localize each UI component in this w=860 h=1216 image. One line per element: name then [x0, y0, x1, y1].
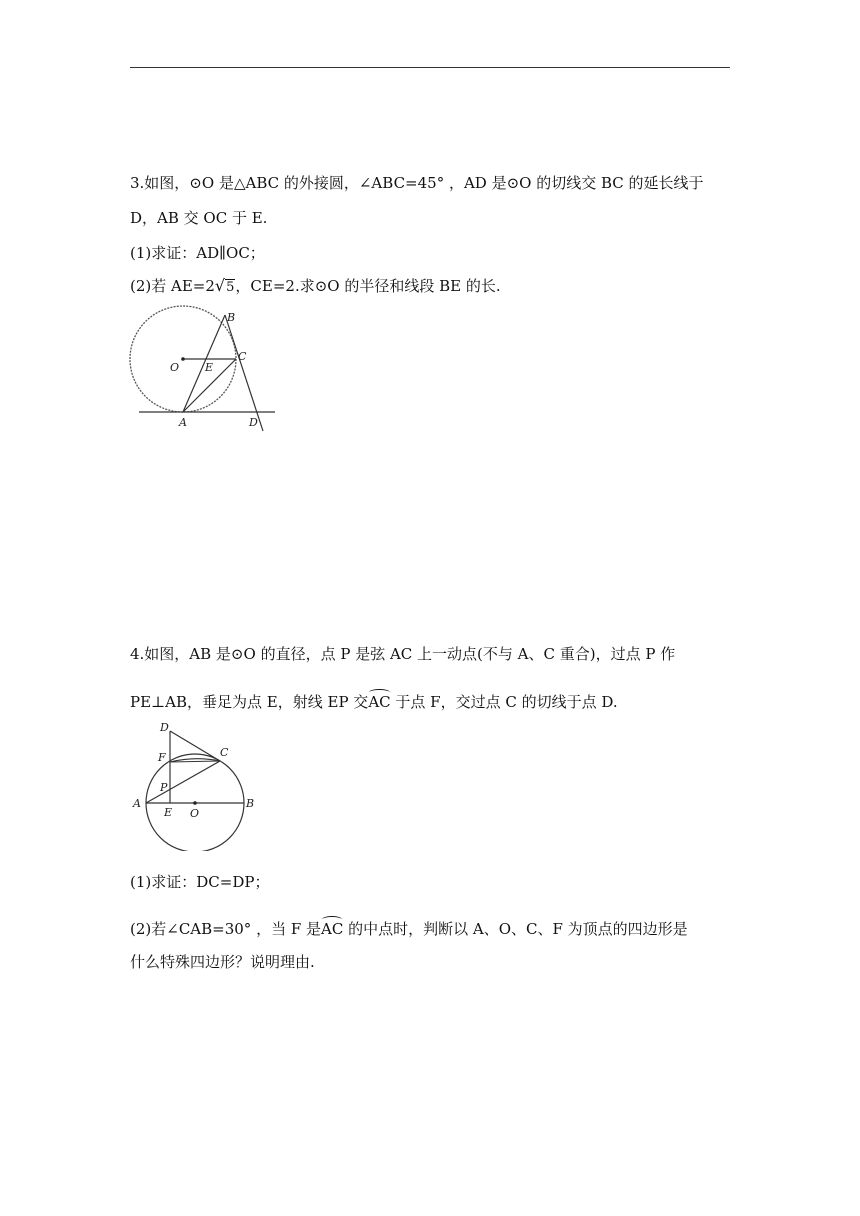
center-point-o — [181, 357, 185, 361]
q4-text-line1: 4.如图，AB 是⊙O 的直径，点 P 是弦 AC 上一动点(不与 A、C 重合)，过点 P 作 — [130, 645, 676, 663]
q3-text-line1: 3.如图，⊙O 是△ABC 的外接圆，∠ABC=45° ，AD 是⊙O 的切线交 BC 的延长线于 — [130, 174, 704, 192]
q3-part2 — [130, 276, 501, 298]
center-point-o — [193, 801, 197, 805]
label-c: C — [238, 350, 247, 363]
label-b: B — [246, 797, 255, 810]
label-p: P — [160, 781, 168, 794]
label-o: O — [190, 807, 200, 820]
q4-line2-prefix: PE⊥AB，垂足为点 E，射线 EP 交 — [130, 693, 369, 711]
label-e: E — [164, 806, 173, 819]
arc-ac: AC — [321, 917, 343, 939]
q4-part2-line2: 什么特殊四边形？说明理由. — [130, 953, 315, 971]
label-c: C — [220, 746, 229, 759]
header-rule — [130, 67, 730, 68]
q4-part2-suffix: 的中点时，判断以 A、O、C、F 为顶点的四边形是 — [343, 920, 688, 938]
q4-part1: (1)求证：DC=DP； — [130, 873, 270, 891]
label-a: A — [133, 797, 141, 810]
segment-bd — [225, 315, 263, 431]
label-o: O — [170, 361, 180, 374]
q3-text-line2: D，AB 交 OC 于 E. — [130, 209, 268, 227]
q3-part2-prefix: (2)若 AE=2 — [130, 277, 215, 295]
radical-sign: √ — [214, 276, 226, 295]
q4-text-line2 — [130, 690, 618, 712]
q4-part2-prefix: (2)若∠CAB=30° ，当 F 是 — [130, 920, 322, 938]
arc-ac: AC — [368, 690, 390, 712]
label-f: F — [158, 751, 166, 764]
q4-line2-suffix: 于点 F，交过点 C 的切线于点 D. — [390, 693, 618, 711]
label-e: E — [205, 361, 214, 374]
label-d: D — [249, 416, 258, 429]
q3-part2-suffix: ，CE=2.求⊙O 的半径和线段 BE 的长. — [235, 277, 501, 295]
label-b: B — [227, 311, 236, 324]
chord-ac — [146, 761, 220, 803]
q4-figure — [128, 716, 268, 851]
label-a: A — [179, 416, 187, 429]
segment-fc — [170, 761, 220, 762]
q3-part1: (1)求证：AD∥OC； — [130, 244, 265, 262]
radicand: 5 — [226, 280, 235, 295]
sqrt-expression — [215, 276, 235, 298]
q4-part2 — [130, 917, 688, 939]
tangent-cd — [170, 731, 220, 761]
label-d: D — [160, 721, 169, 734]
q3-figure — [125, 305, 285, 435]
